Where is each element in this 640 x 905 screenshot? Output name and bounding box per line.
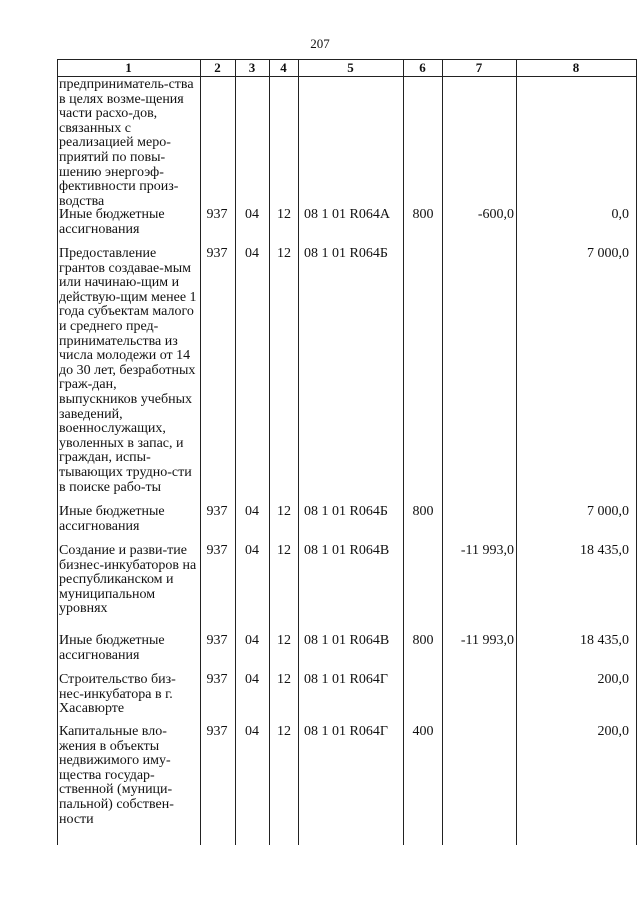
row-expense-type: 800	[412, 504, 434, 519]
row-description: предприниматель-ства в целях возме-щения части расхо-дов, связанных с реализацией меро-приятий по повы-шению энергоэф-фективности произ-водства	[59, 77, 194, 209]
row-total-amount: 7 000,0	[587, 246, 629, 261]
header-col-1: 1	[125, 60, 132, 75]
col-rule	[516, 59, 517, 845]
row-code-subsection: 12	[277, 724, 291, 739]
col-rule	[200, 59, 201, 845]
row-change-amount: -600,0	[477, 207, 514, 222]
row-code-subsection: 12	[277, 633, 291, 648]
row-description: Капитальные вло-жения в объекты недвижимого иму-щества государ-ственной (муници-пальной) собствен-ности	[59, 724, 174, 827]
row-change-amount: -11 993,0	[460, 633, 514, 648]
col-rule	[636, 59, 637, 845]
row-target-article: 08 1 01 R064Б	[304, 246, 388, 261]
row-code-ministry: 937	[206, 543, 228, 558]
row-target-article: 08 1 01 R064Б	[304, 504, 388, 519]
col-rule	[57, 59, 58, 845]
row-code-ministry: 937	[206, 672, 228, 687]
row-code-ministry: 937	[206, 633, 228, 648]
row-code-ministry: 937	[206, 246, 228, 261]
row-description: Иные бюджетные ассигнования	[59, 504, 165, 534]
row-code-subsection: 12	[277, 504, 291, 519]
row-total-amount: 7 000,0	[587, 504, 629, 519]
row-target-article: 08 1 01 R064Г	[304, 724, 388, 739]
header-col-7: 7	[475, 60, 483, 75]
row-code-section: 04	[245, 207, 259, 222]
row-code-section: 04	[245, 543, 259, 558]
col-rule	[442, 59, 443, 845]
row-expense-type: 400	[412, 724, 434, 739]
header-col-8: 8	[572, 60, 580, 75]
row-total-amount: 200,0	[597, 724, 629, 739]
row-target-article: 08 1 01 R064В	[304, 543, 390, 558]
row-code-subsection: 12	[277, 543, 291, 558]
budget-table	[57, 59, 637, 845]
row-total-amount: 200,0	[597, 672, 629, 687]
page-number: 207	[310, 36, 330, 51]
row-description: Создание и разви-тие бизнес-инкубаторов на республиканском и муниципальном уровнях	[59, 543, 197, 617]
row-target-article: 08 1 01 R064А	[304, 207, 390, 222]
row-total-amount: 0,0	[611, 207, 629, 222]
row-code-subsection: 12	[277, 672, 291, 687]
col-rule	[269, 59, 270, 845]
row-code-ministry: 937	[206, 504, 228, 519]
row-code-section: 04	[245, 724, 259, 739]
row-target-article: 08 1 01 R064В	[304, 633, 390, 648]
header-col-5: 5	[347, 60, 354, 75]
row-description: Предоставление грантов создавае-мым или начинаю-щим и действую-щим менее 1 года субъектам малого и среднего пред-принимательства из числа молодежи от 14 до 30 лет, безработных граж-дан, выпускников учебных заведений, военнослужащих, уволенных в запас, и граждан, испы-тывающих трудно-сти в поиске рабо-ты	[59, 246, 197, 495]
row-code-section: 04	[245, 633, 259, 648]
col-rule	[235, 59, 236, 845]
row-code-section: 04	[245, 504, 259, 519]
row-description: Иные бюджетные ассигнования	[59, 633, 165, 663]
row-code-section: 04	[245, 246, 259, 261]
row-expense-type: 800	[412, 633, 434, 648]
row-description: Иные бюджетные ассигнования	[59, 207, 165, 237]
row-total-amount: 18 435,0	[580, 633, 629, 648]
row-total-amount: 18 435,0	[580, 543, 629, 558]
row-expense-type: 800	[412, 207, 434, 222]
row-code-subsection: 12	[277, 246, 291, 261]
row-description: Строительство биз-нес-инкубатора в г. Хасавюрте	[59, 672, 176, 717]
header-col-4: 4	[280, 60, 287, 75]
header-col-2: 2	[214, 60, 221, 75]
header-col-6: 6	[419, 60, 426, 75]
header-col-3: 3	[248, 60, 256, 75]
col-rule	[298, 59, 299, 845]
row-code-ministry: 937	[206, 207, 228, 222]
row-code-subsection: 12	[277, 207, 291, 222]
row-code-ministry: 937	[206, 724, 228, 739]
row-target-article: 08 1 01 R064Г	[304, 672, 388, 687]
row-change-amount: -11 993,0	[460, 543, 514, 558]
row-code-section: 04	[245, 672, 259, 687]
